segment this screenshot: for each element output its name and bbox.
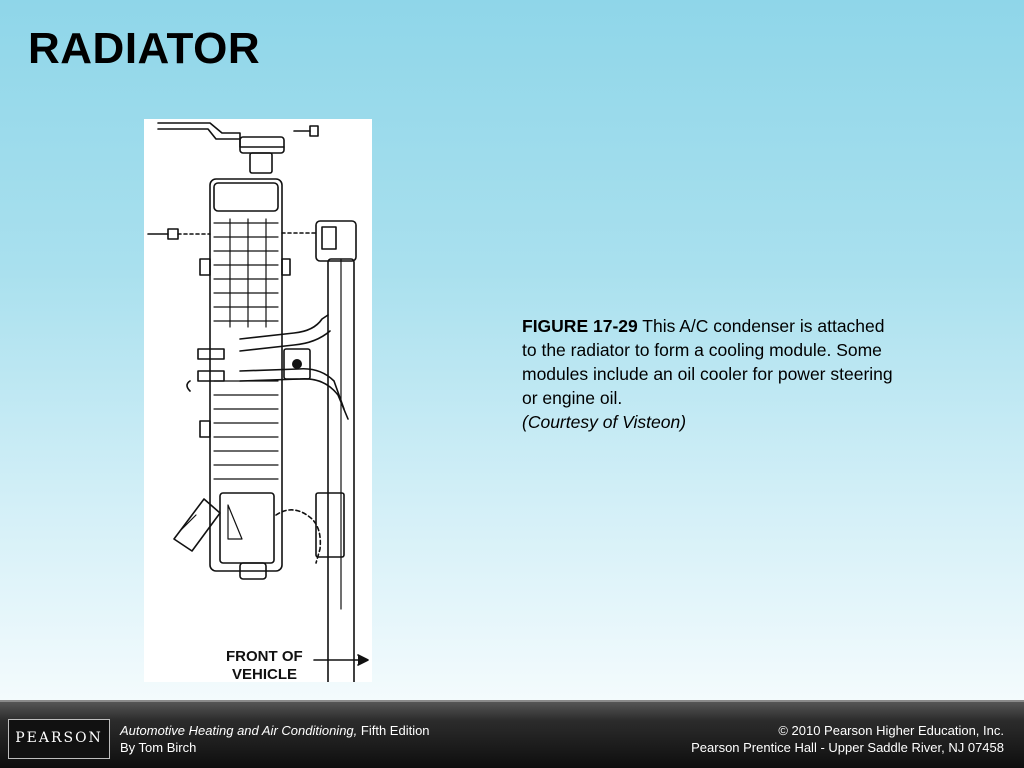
top-cap bbox=[240, 137, 284, 153]
oil-cooler-inlet bbox=[198, 371, 224, 381]
copyright-text: © 2010 Pearson Higher Education, Inc. bbox=[778, 723, 1004, 738]
oil-cooler-outlet bbox=[198, 349, 224, 359]
mount-tab bbox=[200, 259, 210, 275]
book-info bbox=[120, 722, 430, 756]
figure-number: FIGURE 17-29 bbox=[522, 316, 638, 336]
caption-text: This A/C condenser is attached to the radiator to form a cooling module. Some modules include an oil cooler for power steering or engine oil. bbox=[522, 316, 893, 408]
mount-tab bbox=[200, 421, 210, 437]
publisher-text: Pearson Prentice Hall - Upper Saddle River, NJ 07458 bbox=[691, 740, 1004, 755]
publisher-info bbox=[691, 722, 1004, 756]
ac-line-upper bbox=[240, 315, 328, 339]
mount-tab bbox=[282, 259, 290, 275]
ac-line-lower-2 bbox=[240, 379, 348, 419]
caption-credit: (Courtesy of Visteon) bbox=[522, 412, 687, 432]
slide-title: RADIATOR bbox=[28, 24, 261, 73]
pearson-logo bbox=[8, 719, 110, 759]
side-bolt bbox=[148, 229, 210, 239]
logo-text: PEARSON bbox=[15, 730, 103, 746]
book-title: Automotive Heating and Air Conditioning, bbox=[120, 723, 358, 738]
lower-hose bbox=[174, 499, 220, 551]
front-label-line1: FRONT OF bbox=[226, 648, 303, 665]
top-bolt bbox=[294, 126, 318, 136]
front-arrow bbox=[314, 655, 368, 665]
book-author: By Tom Birch bbox=[120, 740, 197, 755]
radiator-figure bbox=[144, 119, 372, 682]
front-label-line2: VEHICLE bbox=[232, 666, 298, 682]
book-edition: Fifth Edition bbox=[357, 723, 430, 738]
figure-caption bbox=[522, 314, 902, 434]
footer-rule bbox=[0, 700, 1024, 702]
radiator-diagram bbox=[144, 119, 372, 682]
footer-bar bbox=[0, 700, 1024, 768]
top-bracket bbox=[158, 123, 284, 147]
filler-neck bbox=[250, 153, 272, 173]
upper-tank bbox=[214, 183, 278, 211]
